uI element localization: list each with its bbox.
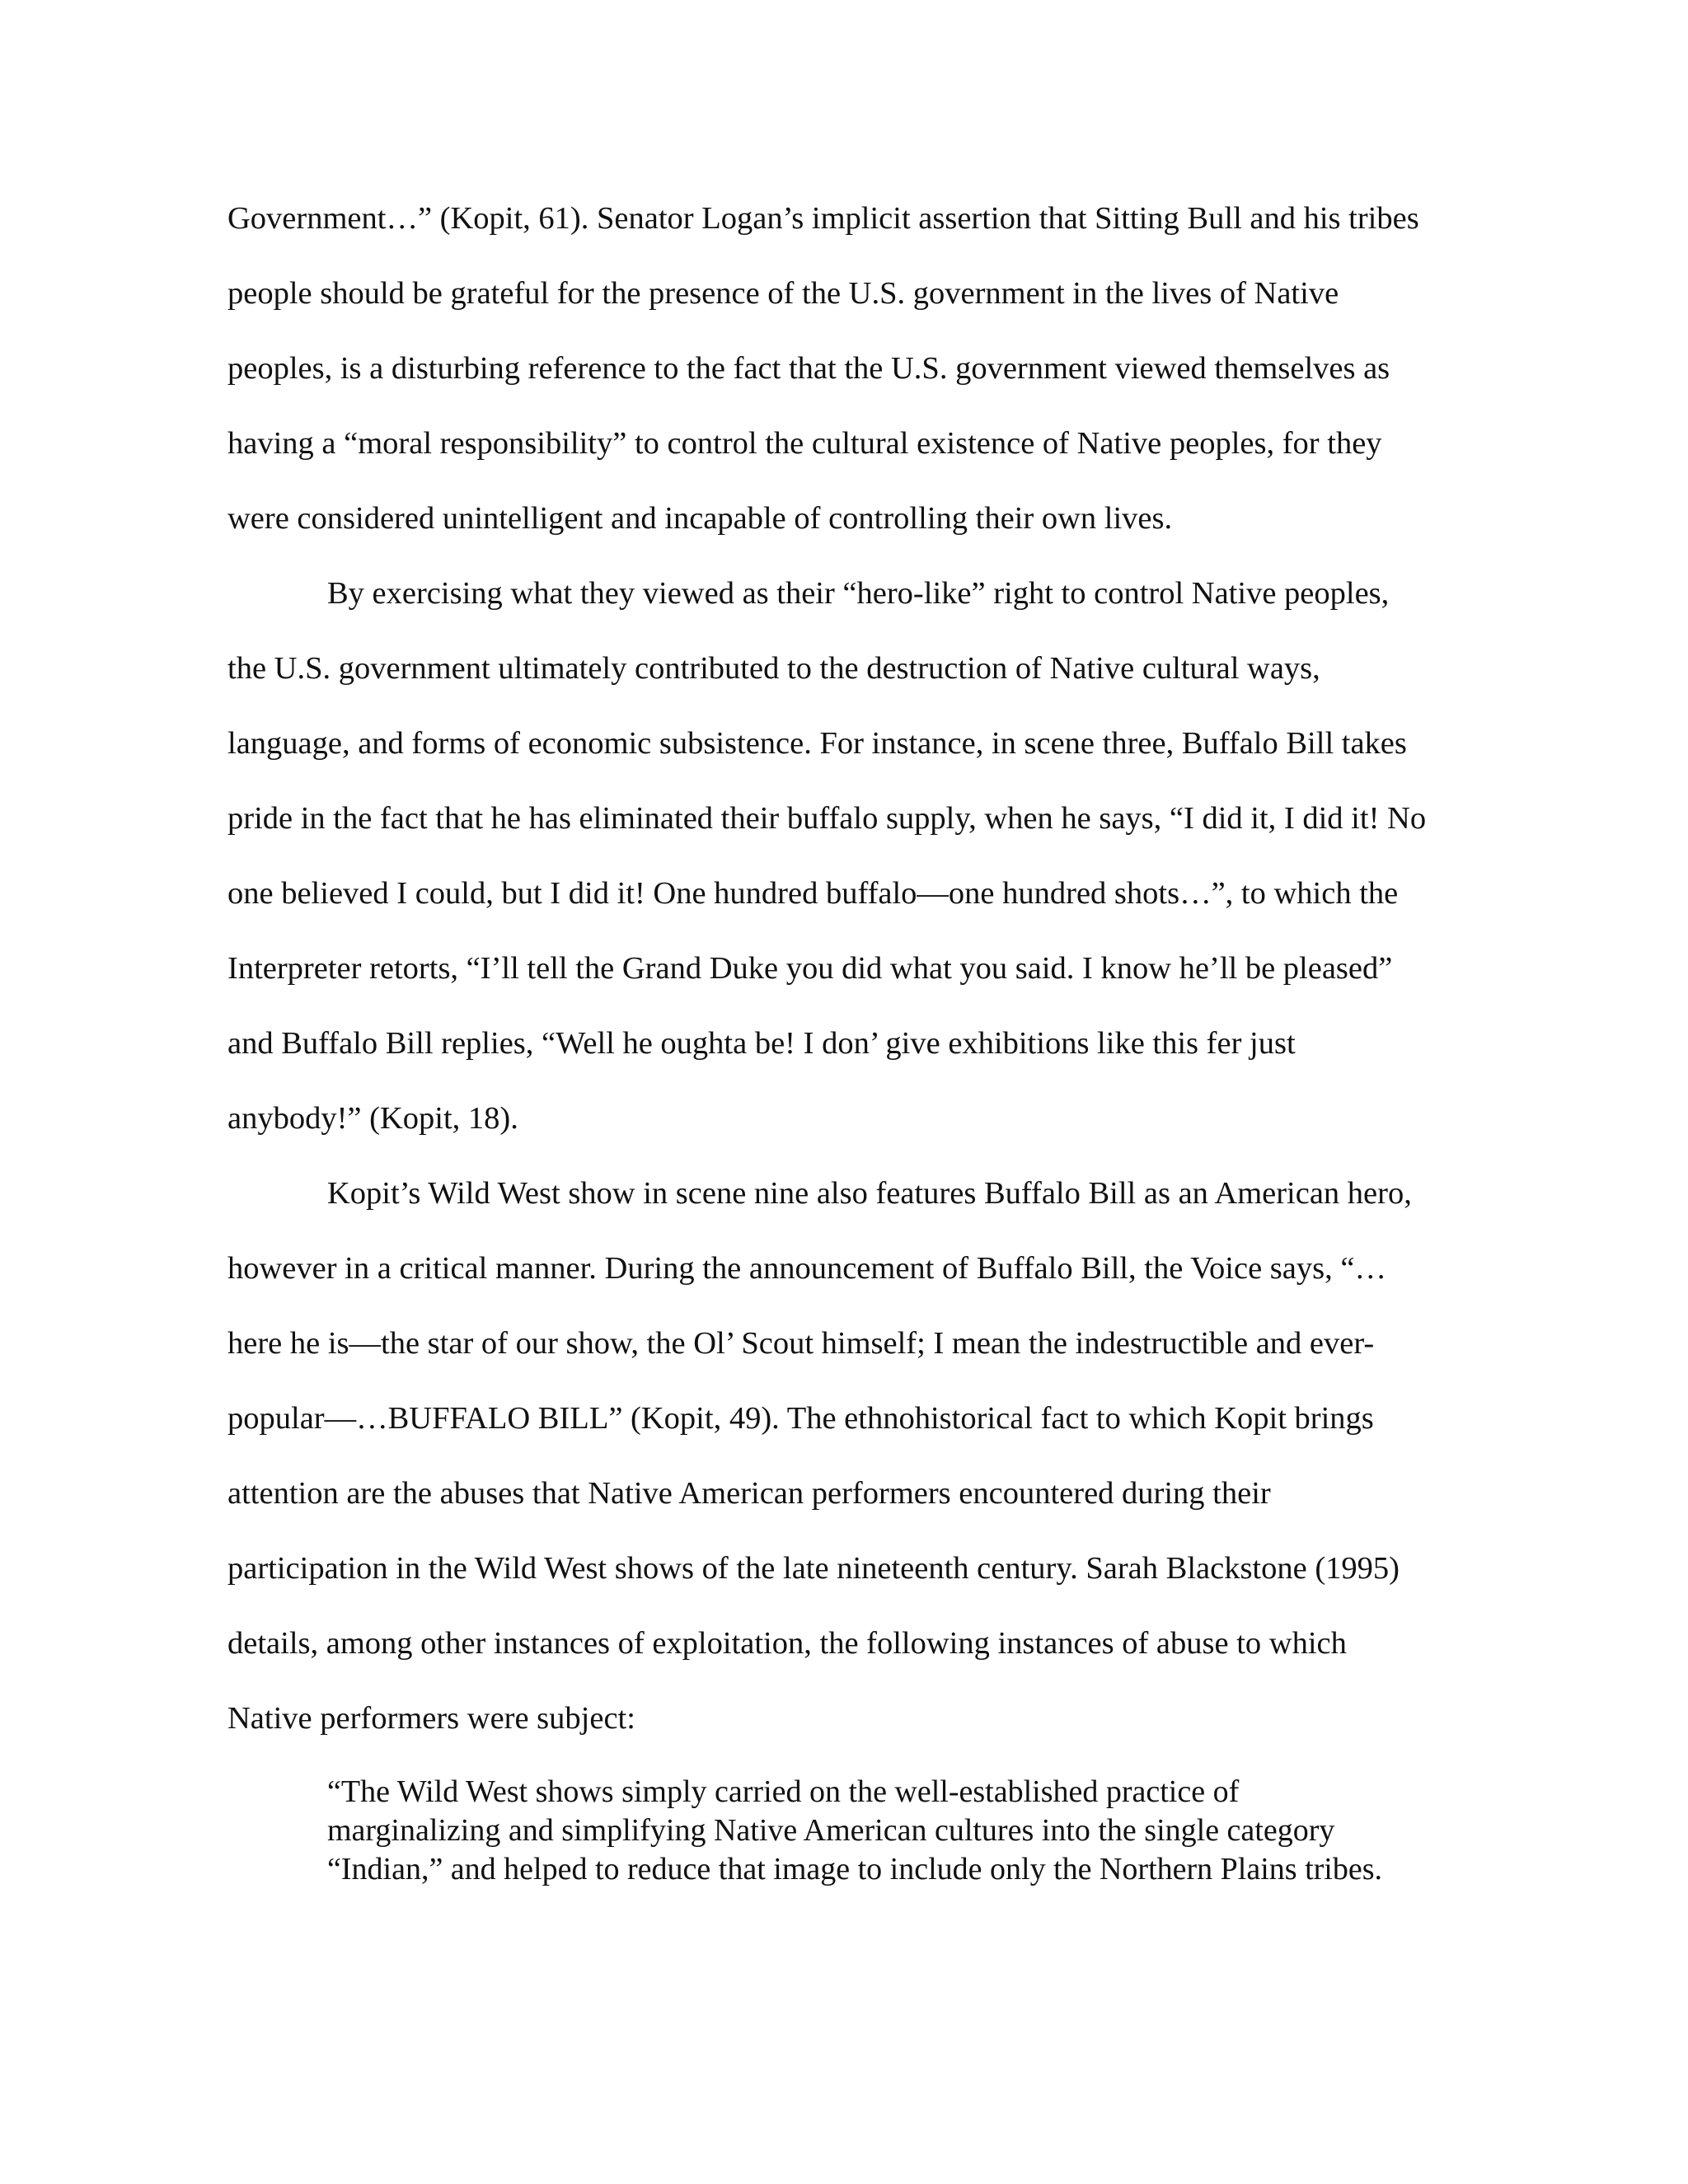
body-line: were considered unintelligent and incapable of controlling their own lives. — [227, 501, 1173, 536]
body-line: anybody!” (Kopit, 18). — [227, 1101, 518, 1136]
body-line: Native performers were subject: — [227, 1701, 635, 1736]
block-quote-line: “The Wild West shows simply carried on the well-established practice of — [327, 1774, 1240, 1809]
paragraph-first-line: Kopit’s Wild West show in scene nine also features Buffalo Bill as an American hero, — [327, 1176, 1412, 1211]
body-line: pride in the fact that he has eliminated their buffalo supply, when he says, “I did it, I did it! No — [227, 801, 1427, 836]
block-quote-line: marginalizing and simplifying Native American cultures into the single category — [327, 1813, 1335, 1848]
body-line: and Buffalo Bill replies, “Well he oughta be! I don’ give exhibitions like this fer just — [227, 1026, 1296, 1061]
body-line: language, and forms of economic subsistence. For instance, in scene three, Buffalo Bill takes — [227, 726, 1407, 761]
body-line: participation in the Wild West shows of the late nineteenth century. Sarah Blackstone (1995) — [227, 1551, 1400, 1586]
block-quote-line: “Indian,” and helped to reduce that image to include only the Northern Plains tribes. — [327, 1852, 1382, 1886]
body-line: one believed I could, but I did it! One hundred buffalo—one hundred shots…”, to which the — [227, 876, 1399, 911]
body-line: the U.S. government ultimately contributed to the destruction of Native cultural ways, — [227, 651, 1320, 686]
body-line: details, among other instances of exploitation, the following instances of abuse to which — [227, 1626, 1347, 1661]
body-line: however in a critical manner. During the announcement of Buffalo Bill, the Voice says, “… — [227, 1251, 1386, 1286]
body-line: having a “moral responsibility” to control the cultural existence of Native peoples, for they — [227, 426, 1382, 461]
body-line: Interpreter retorts, “I’ll tell the Grand Duke you did what you said. I know he’ll be pleased” — [227, 951, 1393, 986]
body-line: popular—…BUFFALO BILL” (Kopit, 49). The ethnohistorical fact to which Kopit brings — [227, 1401, 1374, 1436]
body-line: people should be grateful for the presence of the U.S. government in the lives of Native — [227, 276, 1339, 311]
body-line: Government…” (Kopit, 61). Senator Logan’s implicit assertion that Sitting Bull and his tribes — [227, 201, 1419, 236]
body-line: here he is—the star of our show, the Ol’ Scout himself; I mean the indestructible and ever- — [227, 1326, 1375, 1361]
paragraph-first-line: By exercising what they viewed as their “hero-like” right to control Native peoples, — [327, 576, 1390, 611]
body-line: peoples, is a disturbing reference to the fact that the U.S. government viewed themselves as — [227, 351, 1390, 386]
body-line: attention are the abuses that Native American performers encountered during their — [227, 1476, 1271, 1511]
